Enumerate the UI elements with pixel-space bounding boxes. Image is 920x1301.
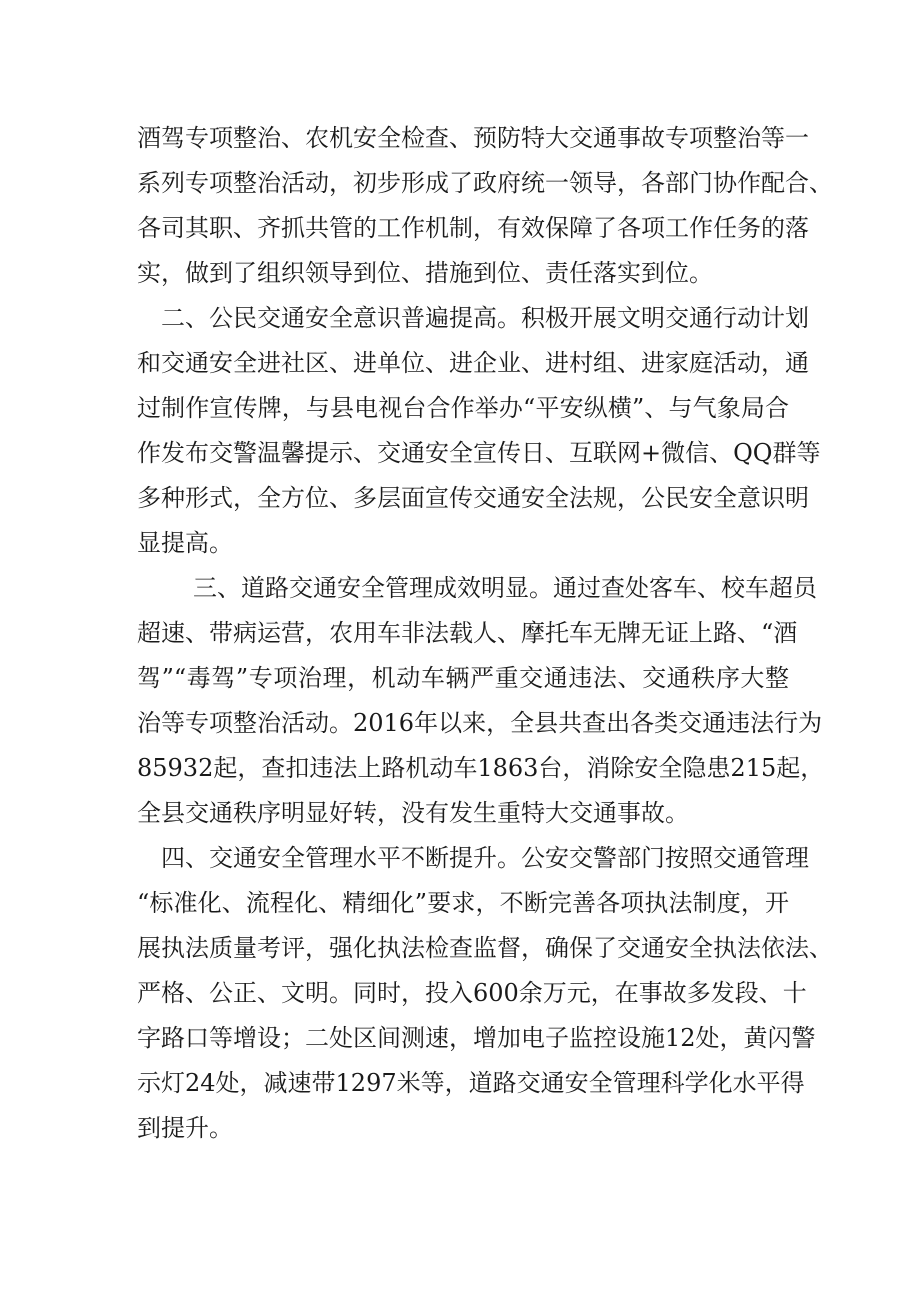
text-line: 和交通安全进社区、进单位、进企业、进村组、进家庭活动，通 [137,349,809,377]
paragraph-1 [137,116,833,296]
text-line: 超速、带病运营，农用车非法载人、摩托车无牌无证上路、“酒 [137,619,798,647]
text-line: 85932起，查扣违法上路机动车1863台，消除安全隐患215起， [137,754,825,782]
text-line: 治等专项整治活动。2016年以来，全县共查出各类交通违法行为 [137,709,823,737]
text-line: 多种形式，全方位、多层面宣传交通安全法规，公民安全意识明 [137,484,809,512]
text-line: 展执法质量考评，强化执法检查监督，确保了交通安全执法依法、 [137,934,833,962]
text-line: “标准化、流程化、精细化”要求，不断完善各项执法制度，开 [137,889,789,917]
text-line: 显提高。 [137,529,233,557]
text-line: 四、交通安全管理水平不断提升。公安交警部门按照交通管理 [161,844,809,872]
text-line: 系列专项整治活动，初步形成了政府统一领导，各部门协作配合、 [137,169,833,197]
paragraph-3 [137,566,825,836]
text-line: 到提升。 [137,1114,233,1142]
text-line: 三、道路交通安全管理成效明显。通过查处客车、校车超员 [193,574,817,602]
text-line: 字路口等增设；二处区间测速，增加电子监控设施12处，黄闪警 [137,1024,816,1052]
text-line: 严格、公正、文明。同时，投入600余万元，在事故多发段、十 [137,979,807,1007]
paragraph-2 [137,296,821,566]
text-line: 酒驾专项整治、农机安全检查、预防特大交通事故专项整治等一 [137,124,809,152]
text-line: 作发布交警温馨提示、交通安全宣传日、互联网+微信、QQ群等 [137,439,821,467]
text-line: 全县交通秩序明显好转，没有发生重特大交通事故。 [137,799,689,827]
document-body [137,116,833,1151]
text-line: 过制作宣传牌，与县电视台合作举办“平安纵横”、与气象局合 [137,394,789,422]
text-line: 二、公民交通安全意识普遍提高。积极开展文明交通行动计划 [161,304,809,332]
paragraph-4 [137,836,833,1151]
text-line: 示灯24处，减速带1297米等，道路交通安全管理科学化水平得 [137,1069,805,1097]
text-line: 驾”“毒驾”专项治理，机动车辆严重交通违法、交通秩序大整 [137,664,789,692]
text-line: 各司其职、齐抓共管的工作机制，有效保障了各项工作任务的落 [137,214,809,242]
text-line: 实，做到了组织领导到位、措施到位、责任落实到位。 [137,259,713,287]
